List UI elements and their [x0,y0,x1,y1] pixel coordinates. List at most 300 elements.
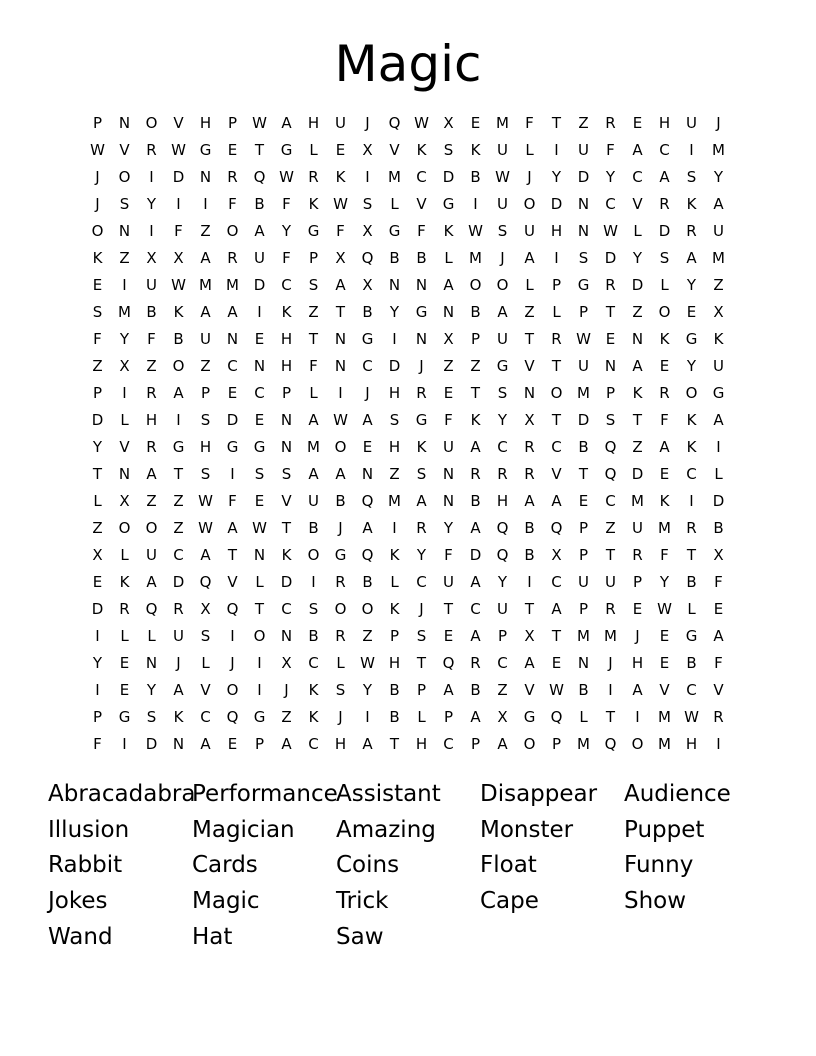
grid-letter: U [497,600,508,618]
grid-letter: B [173,330,184,348]
grid-letter: N [388,276,401,294]
grid-letter: M [658,735,671,753]
grid-letter: C [551,438,562,456]
grid-letter: B [389,249,400,267]
grid-letter: T [416,654,427,672]
grid-letter: Q [361,492,374,510]
grid-letter: R [470,465,481,483]
grid-letter: C [443,735,454,753]
grid-letter: I [311,573,316,591]
grid-letter: N [118,114,131,132]
grid-letter: O [361,600,374,618]
grid-letter: T [524,600,535,618]
grid-letter: L [309,141,318,159]
grid-letter: E [659,627,670,645]
grid-letter: Y [389,303,400,321]
grid-letter: Q [253,168,266,186]
grid-letter: Q [496,519,509,537]
grid-letter: X [524,411,535,429]
grid-letter: B [146,303,157,321]
word-list-item: Float [480,852,537,879]
grid-letter: C [659,141,670,159]
grid-letter: H [685,735,698,753]
grid-letter: N [118,465,131,483]
grid-letter: R [173,600,184,618]
grid-letter: M [577,735,590,753]
grid-letter: A [335,465,346,483]
grid-letter: O [550,384,563,402]
grid-letter: T [578,465,589,483]
grid-letter: A [497,735,508,753]
grid-letter: M [118,303,131,321]
word-list [48,776,768,954]
grid-letter: Z [713,276,724,294]
grid-letter: I [149,222,154,240]
grid-letter: B [470,303,481,321]
grid-letter: R [551,330,562,348]
grid-letter: H [334,735,347,753]
grid-letter: E [254,411,265,429]
grid-letter: Q [550,519,563,537]
grid-letter: K [686,195,697,213]
grid-letter: U [308,492,319,510]
grid-letter: Y [686,357,697,375]
grid-letter: E [335,141,346,159]
grid-letter: Z [200,357,211,375]
grid-letter: V [389,141,400,159]
grid-letter: T [551,411,562,429]
grid-letter: F [525,114,534,132]
grid-letter: U [713,222,724,240]
grid-letter: R [605,276,616,294]
grid-letter: A [200,546,211,564]
grid-letter: L [390,573,399,591]
grid-letter: A [254,222,265,240]
grid-letter: G [442,195,455,213]
grid-letter: K [281,303,292,321]
grid-letter: W [360,654,375,672]
grid-letter: F [714,654,723,672]
grid-letter: K [281,546,292,564]
grid-letter: D [442,168,455,186]
grid-letter: A [443,681,454,699]
grid-letter: H [280,330,293,348]
grid-letter: N [361,465,374,483]
grid-letter: K [713,330,724,348]
grid-letter: K [92,249,103,267]
grid-letter: W [684,708,699,726]
grid-letter: O [685,384,698,402]
grid-letter: A [443,276,454,294]
grid-letter: C [416,168,427,186]
grid-letter: S [254,465,265,483]
grid-letter: Y [92,438,103,456]
grid-letter: N [118,222,131,240]
grid-letter: E [443,384,454,402]
grid-letter: M [658,708,671,726]
grid-letter: O [91,222,104,240]
grid-letter: Q [442,654,455,672]
grid-letter: N [280,627,293,645]
grid-letter: U [686,114,697,132]
letter-grid [84,110,734,758]
grid-letter: U [254,249,265,267]
grid-letter: R [713,708,724,726]
grid-letter: D [577,411,590,429]
grid-letter: P [578,600,589,618]
grid-letter: P [254,735,265,753]
grid-letter: J [419,600,424,618]
page-title: Magic [334,35,482,93]
grid-letter: B [308,519,319,537]
grid-letter: W [171,141,186,159]
grid-letter: I [95,681,100,699]
grid-letter: C [281,276,292,294]
grid-letter: V [281,492,292,510]
grid-letter: Y [497,573,508,591]
grid-letter: R [497,465,508,483]
grid-letter: T [443,600,454,618]
grid-letter: P [470,735,481,753]
grid-letter: W [252,114,267,132]
grid-letter: E [551,654,562,672]
grid-letter: N [442,465,455,483]
word-list-item: Coins [336,852,400,879]
grid-letter: F [93,330,102,348]
grid-letter: E [119,654,130,672]
grid-letter: S [281,465,292,483]
grid-letter: R [227,249,238,267]
grid-letter: D [658,222,671,240]
grid-letter: U [146,276,157,294]
grid-letter: X [281,654,292,672]
grid-letter: S [578,249,589,267]
grid-letter: U [497,330,508,348]
grid-letter: G [280,141,293,159]
grid-letter: S [605,411,616,429]
grid-letter: R [686,519,697,537]
word-list-item: Illusion [48,816,130,843]
grid-letter: W [171,276,186,294]
grid-letter: F [174,222,183,240]
grid-letter: Z [443,357,454,375]
word-list-item: Abracadabra [48,781,196,807]
grid-letter: A [632,357,643,375]
grid-letter: W [333,411,348,429]
grid-letter: J [95,168,100,186]
grid-letter: E [254,492,265,510]
grid-letter: G [226,438,239,456]
grid-letter: C [173,546,184,564]
grid-letter: Z [362,627,373,645]
grid-letter: R [605,600,616,618]
grid-letter: W [90,141,105,159]
grid-letter: A [200,735,211,753]
grid-letter: F [444,546,453,564]
grid-letter: R [605,114,616,132]
grid-letter: J [95,195,100,213]
grid-letter: Z [200,222,211,240]
word-list-item: Funny [624,852,694,879]
grid-letter: I [365,708,370,726]
grid-letter: W [468,222,483,240]
grid-letter: Z [173,492,184,510]
grid-letter: I [635,708,640,726]
grid-letter: J [608,654,613,672]
grid-letter: A [524,492,535,510]
grid-letter: Z [92,519,103,537]
grid-letter: E [92,573,103,591]
grid-letter: A [308,465,319,483]
word-list-item: Show [624,888,687,915]
grid-letter: Z [632,438,643,456]
grid-letter: B [389,681,400,699]
grid-letter: D [172,573,185,591]
grid-letter: U [173,627,184,645]
grid-letter: M [658,519,671,537]
grid-letter: S [497,222,508,240]
grid-letter: Y [416,546,427,564]
grid-letter: O [334,438,347,456]
grid-letter: S [389,411,400,429]
grid-letter: J [284,681,289,699]
grid-letter: K [632,384,643,402]
grid-letter: I [554,249,559,267]
grid-letter: C [551,573,562,591]
grid-letter: W [414,114,429,132]
grid-letter: V [119,141,130,159]
grid-letter: T [605,303,616,321]
grid-letter: O [523,195,536,213]
grid-letter: L [309,384,318,402]
grid-letter: L [579,708,588,726]
grid-letter: L [525,276,534,294]
grid-letter: L [687,600,696,618]
grid-letter: C [470,600,481,618]
grid-letter: I [257,303,262,321]
grid-letter: I [608,681,613,699]
word-list-item: Magic [192,888,260,915]
grid-letter: D [604,249,617,267]
grid-letter: G [172,438,185,456]
grid-letter: B [470,681,481,699]
grid-letter: M [496,114,509,132]
grid-letter: Q [226,600,239,618]
grid-letter: G [496,357,509,375]
grid-letter: U [713,357,724,375]
grid-letter: W [252,519,267,537]
grid-letter: Y [119,330,130,348]
grid-letter: A [713,195,724,213]
grid-letter: A [416,492,427,510]
grid-letter: C [200,708,211,726]
grid-letter: I [365,168,370,186]
grid-letter: P [578,303,589,321]
grid-letter: O [118,168,131,186]
grid-letter: A [632,141,643,159]
grid-letter: P [578,519,589,537]
grid-letter: Y [443,519,454,537]
grid-letter: I [689,492,694,510]
grid-letter: T [308,330,319,348]
grid-letter: G [685,627,698,645]
grid-letter: D [253,276,266,294]
grid-letter: U [578,573,589,591]
grid-letter: U [497,195,508,213]
grid-letter: Z [119,249,130,267]
grid-letter: P [551,276,562,294]
grid-letter: N [415,276,428,294]
grid-letter: T [551,357,562,375]
grid-letter: F [309,357,318,375]
grid-letter: Y [281,222,292,240]
grid-letter: N [631,330,644,348]
grid-letter: X [92,546,103,564]
grid-letter: G [361,330,374,348]
grid-letter: B [686,573,697,591]
grid-letter: R [686,222,697,240]
grid-letter: A [281,735,292,753]
grid-letter: R [416,384,427,402]
grid-letter: Q [361,546,374,564]
grid-letter: P [470,330,481,348]
grid-letter: M [226,276,239,294]
grid-letter: I [122,384,127,402]
grid-letter: X [713,303,724,321]
grid-letter: I [176,411,181,429]
grid-letter: L [201,654,210,672]
grid-letter: N [199,168,212,186]
grid-letter: T [605,546,616,564]
grid-letter: F [282,249,291,267]
grid-letter: T [254,141,265,159]
grid-letter: G [415,411,428,429]
grid-letter: H [199,438,212,456]
grid-letter: N [280,438,293,456]
grid-letter: K [335,168,346,186]
grid-letter: Y [605,168,616,186]
grid-letter: A [173,681,184,699]
grid-letter: D [631,276,644,294]
grid-letter: Q [604,735,617,753]
grid-letter: K [470,411,481,429]
grid-letter: C [686,465,697,483]
grid-letter: E [659,357,670,375]
grid-letter: L [93,492,102,510]
grid-letter: D [91,411,104,429]
grid-letter: N [253,357,266,375]
grid-letter: Q [604,438,617,456]
grid-letter: D [91,600,104,618]
grid-letter: R [146,141,157,159]
grid-letter: F [417,222,426,240]
grid-letter: D [172,168,185,186]
grid-letter: N [577,195,590,213]
grid-letter: K [308,195,319,213]
grid-letter: A [146,573,157,591]
grid-letter: T [92,465,103,483]
grid-letter: Q [145,600,158,618]
grid-letter: O [145,114,158,132]
grid-letter: A [659,168,670,186]
grid-letter: K [470,141,481,159]
grid-letter: R [227,168,238,186]
grid-letter: I [554,141,559,159]
grid-letter: N [523,384,536,402]
grid-letter: E [659,654,670,672]
grid-letter: N [604,357,617,375]
grid-letter: P [578,546,589,564]
grid-letter: L [390,195,399,213]
grid-letter: Y [146,195,157,213]
grid-letter: R [632,546,643,564]
grid-letter: I [473,195,478,213]
grid-letter: P [632,573,643,591]
grid-letter: N [577,222,590,240]
grid-letter: R [470,654,481,672]
grid-letter: Z [281,708,292,726]
grid-letter: Y [659,573,670,591]
grid-letter: C [308,654,319,672]
grid-letter: V [227,573,238,591]
grid-letter: T [551,114,562,132]
grid-letter: H [388,654,401,672]
grid-letter: A [362,411,373,429]
grid-letter: K [443,222,454,240]
grid-letter: C [497,654,508,672]
grid-letter: P [227,114,238,132]
grid-letter: Z [470,357,481,375]
grid-letter: V [524,357,535,375]
grid-letter: L [255,573,264,591]
grid-letter: A [200,249,211,267]
grid-letter: X [713,546,724,564]
grid-letter: H [388,384,401,402]
grid-letter: G [253,708,266,726]
grid-letter: C [362,357,373,375]
grid-letter: L [552,303,561,321]
word-list-item: Saw [336,923,384,950]
grid-letter: Q [550,708,563,726]
grid-letter: A [362,735,373,753]
grid-letter: N [442,492,455,510]
grid-letter: A [686,249,697,267]
grid-letter: X [362,276,373,294]
grid-letter: X [443,330,454,348]
grid-letter: T [470,384,481,402]
grid-letter: A [335,276,346,294]
grid-letter: M [199,276,212,294]
grid-letter: A [632,681,643,699]
grid-letter: I [230,465,235,483]
grid-letter: D [226,411,239,429]
grid-letter: L [444,249,453,267]
word-list-item: Rabbit [48,852,123,879]
grid-letter: D [280,573,293,591]
grid-letter: X [362,222,373,240]
grid-letter: O [172,357,185,375]
grid-letter: C [281,600,292,618]
grid-letter: T [686,546,697,564]
grid-letter: E [254,330,265,348]
grid-letter: S [92,303,103,321]
grid-letter: K [686,438,697,456]
grid-letter: A [227,303,238,321]
grid-letter: A [146,465,157,483]
grid-letter: Z [497,681,508,699]
grid-letter: S [416,627,427,645]
grid-letter: E [632,600,643,618]
